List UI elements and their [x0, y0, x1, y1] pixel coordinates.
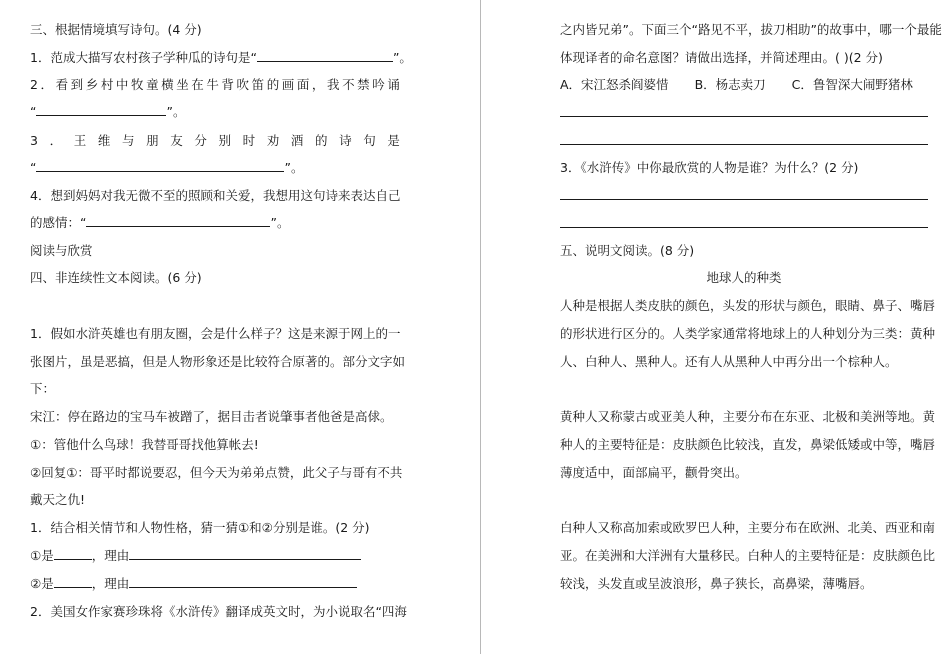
question-3-open-quote: “	[30, 160, 37, 175]
question-4-end: ”。	[270, 215, 290, 230]
answer-blank[interactable]	[36, 104, 166, 116]
section-4-title: 四、非连续性文本阅读。(6 分)	[30, 270, 202, 285]
question-3-line-2	[30, 160, 303, 176]
option-a[interactable]: A．宋江怒杀阎婆惜	[560, 77, 669, 92]
article-line: 薄度适中，面部扁平，颧骨突出。	[560, 465, 748, 480]
article-line: 黄种人又称蒙古或亚美人种，主要分布在东亚、北极和美洲等地。黄	[560, 409, 936, 424]
reading-heading: 阅读与欣赏	[30, 243, 93, 258]
glyph: 到	[70, 77, 84, 92]
glyph: 禁	[357, 77, 370, 92]
answer-blank[interactable]	[129, 576, 357, 588]
article-line: 亚。在美洲和大洋洲有大量移民。白种人的主要特征是：皮肤颜色比	[560, 548, 936, 563]
question-1	[30, 50, 412, 66]
glyph: 句	[363, 133, 376, 148]
glyph: 王	[73, 133, 87, 148]
answer-blank[interactable]	[54, 548, 92, 560]
glyph: 童	[146, 77, 159, 92]
question-2-end: ”。	[166, 104, 186, 119]
glyph: 2	[30, 77, 38, 92]
option-b[interactable]: B．杨志卖刀	[694, 77, 766, 92]
sub-question-1: 1．结合相关情节和人物性格，猜一猜①和②分别是谁。(2 分)	[30, 520, 370, 535]
question-1-text: 1．范成大描写农村孩子学种瓜的诗句是“	[30, 50, 257, 65]
passage-line: ①：管他什么鸟球！我替哥哥找他算帐去!	[30, 437, 259, 452]
answer-blank[interactable]	[36, 160, 284, 172]
glyph: 的	[314, 133, 328, 148]
answer-rule[interactable]	[560, 116, 928, 117]
passage-line: 1．假如水浒英雄也有朋友圈，会是什么样子？这是来源于网上的一	[30, 326, 401, 341]
glyph: 吹	[236, 77, 250, 92]
glyph: 我	[327, 77, 340, 92]
question-4-text: 的感情：“	[30, 215, 87, 230]
glyph: 背	[221, 77, 234, 92]
glyph: 诗	[339, 133, 352, 148]
answer-2-prefix: ②是	[30, 576, 54, 591]
glyph: 坐	[176, 77, 189, 92]
glyph: 的	[266, 77, 280, 92]
article-line: 较浅，头发直或呈波浪形，鼻子狭长，高鼻梁，薄嘴唇。	[560, 576, 873, 591]
section-5-title: 五、说明文阅读。(8 分)	[560, 243, 695, 258]
glyph: 画	[281, 77, 295, 92]
glyph: ．	[40, 77, 54, 92]
glyph: 乡	[85, 77, 99, 92]
glyph: 不	[342, 77, 355, 92]
glyph: 3	[30, 133, 38, 148]
glyph: 牛	[206, 77, 219, 92]
glyph: 诵	[387, 77, 400, 92]
answer-1-prefix: ①是	[30, 548, 54, 563]
passage-line: ②回复①：哥平时都说要忍，但今天为弟弟点赞，此父子与哥有不共	[30, 465, 403, 480]
answer-1-reason-label: ，理由	[91, 548, 130, 563]
glyph: 看	[55, 77, 69, 92]
glyph: ，	[311, 77, 325, 92]
passage-line: 下：	[30, 381, 56, 396]
glyph: 牧	[130, 77, 144, 92]
glyph: 别	[218, 133, 231, 148]
article-line: 人种是根据人类皮肤的颜色，头发的形状与颜色，眼睛、鼻子、嘴唇	[560, 298, 936, 313]
article-title: 地球人的种类	[706, 270, 782, 285]
passage-line: 张图片，虽是恶搞，但是人物形象还是比较符合原著的。部分文字如	[30, 354, 406, 369]
right-page	[482, 0, 952, 654]
options-row	[560, 77, 913, 93]
question-1-end: ”。	[392, 50, 412, 65]
answer-1-line	[30, 548, 361, 564]
glyph: 友	[170, 133, 183, 148]
glyph: 与	[121, 133, 135, 148]
glyph: 面	[296, 77, 310, 92]
glyph: 维	[97, 133, 111, 148]
answer-rule[interactable]	[560, 227, 928, 228]
answer-blank[interactable]	[257, 50, 393, 62]
glyph: 吟	[372, 77, 385, 92]
article-line: 的形状进行区分的。人类学家通常将地球上的人种划分为三类：黄种	[560, 326, 936, 341]
glyph: 笛	[251, 77, 265, 92]
question-3-line-1	[30, 133, 400, 149]
answer-rule[interactable]	[560, 144, 928, 145]
passage-line: 戴天之仇!	[30, 492, 86, 507]
sub-question-3: 3．《水浒传》中你最欣赏的人物是谁？为什么？(2 分)	[560, 160, 859, 175]
glyph: 在	[191, 77, 204, 92]
option-c[interactable]: C．鲁智深大闹野猪林	[791, 77, 913, 92]
sub-question-2-line-3: 体现译者的命名意图？请做出选择，并简述理由。( )(2 分)	[560, 50, 883, 65]
answer-rule[interactable]	[560, 199, 928, 200]
glyph: 中	[115, 77, 129, 92]
passage-line: 宋江：停在路边的宝马车被蹭了，据目击者说肇事者他爸是高俅。	[30, 409, 393, 424]
question-4-line-1: 4．想到妈妈对我无微不至的照顾和关爱，我想用这句诗来表达自己	[30, 188, 401, 203]
answer-2-line	[30, 576, 357, 592]
answer-blank[interactable]	[86, 215, 270, 227]
article-line: 白种人又称高加索或欧罗巴人种，主要分布在欧洲、北美、西亚和南	[560, 520, 936, 535]
question-2-line-1	[30, 77, 400, 93]
answer-blank[interactable]	[129, 548, 361, 560]
answer-blank[interactable]	[54, 576, 92, 588]
glyph: 酒	[290, 133, 304, 148]
sub-question-2-line-1: 2．美国女作家赛珍珠将《水浒传》翻译成英文时，为小说取名“四海	[30, 604, 407, 619]
page-divider	[480, 0, 481, 654]
glyph: 村	[100, 77, 114, 92]
sub-question-2-line-2: 之内皆兄弟”。下面三个“路见不平，拔刀相助”的故事中，哪一个最能	[560, 22, 942, 37]
glyph: 朋	[146, 133, 159, 148]
glyph: ．	[49, 133, 63, 148]
article-line: 人、白种人、黑种人。还有人从黑种人中再分出一个棕种人。	[560, 354, 898, 369]
glyph: 是	[387, 133, 400, 148]
question-2-open-quote: “	[30, 104, 37, 119]
question-2-line-2	[30, 104, 185, 120]
section-3-title: 三、根据情境填写诗句。(4 分)	[30, 22, 202, 37]
glyph: 时	[242, 133, 256, 148]
question-3-end: ”。	[284, 160, 304, 175]
glyph: 分	[194, 133, 207, 148]
article-line: 种人的主要特征是：皮肤颜色比较浅，直发，鼻梁低矮或中等，嘴唇	[560, 437, 936, 452]
answer-2-reason-label: ，理由	[91, 576, 130, 591]
question-4-line-2	[30, 215, 289, 231]
glyph: 劝	[266, 133, 280, 148]
glyph: 横	[161, 77, 174, 92]
